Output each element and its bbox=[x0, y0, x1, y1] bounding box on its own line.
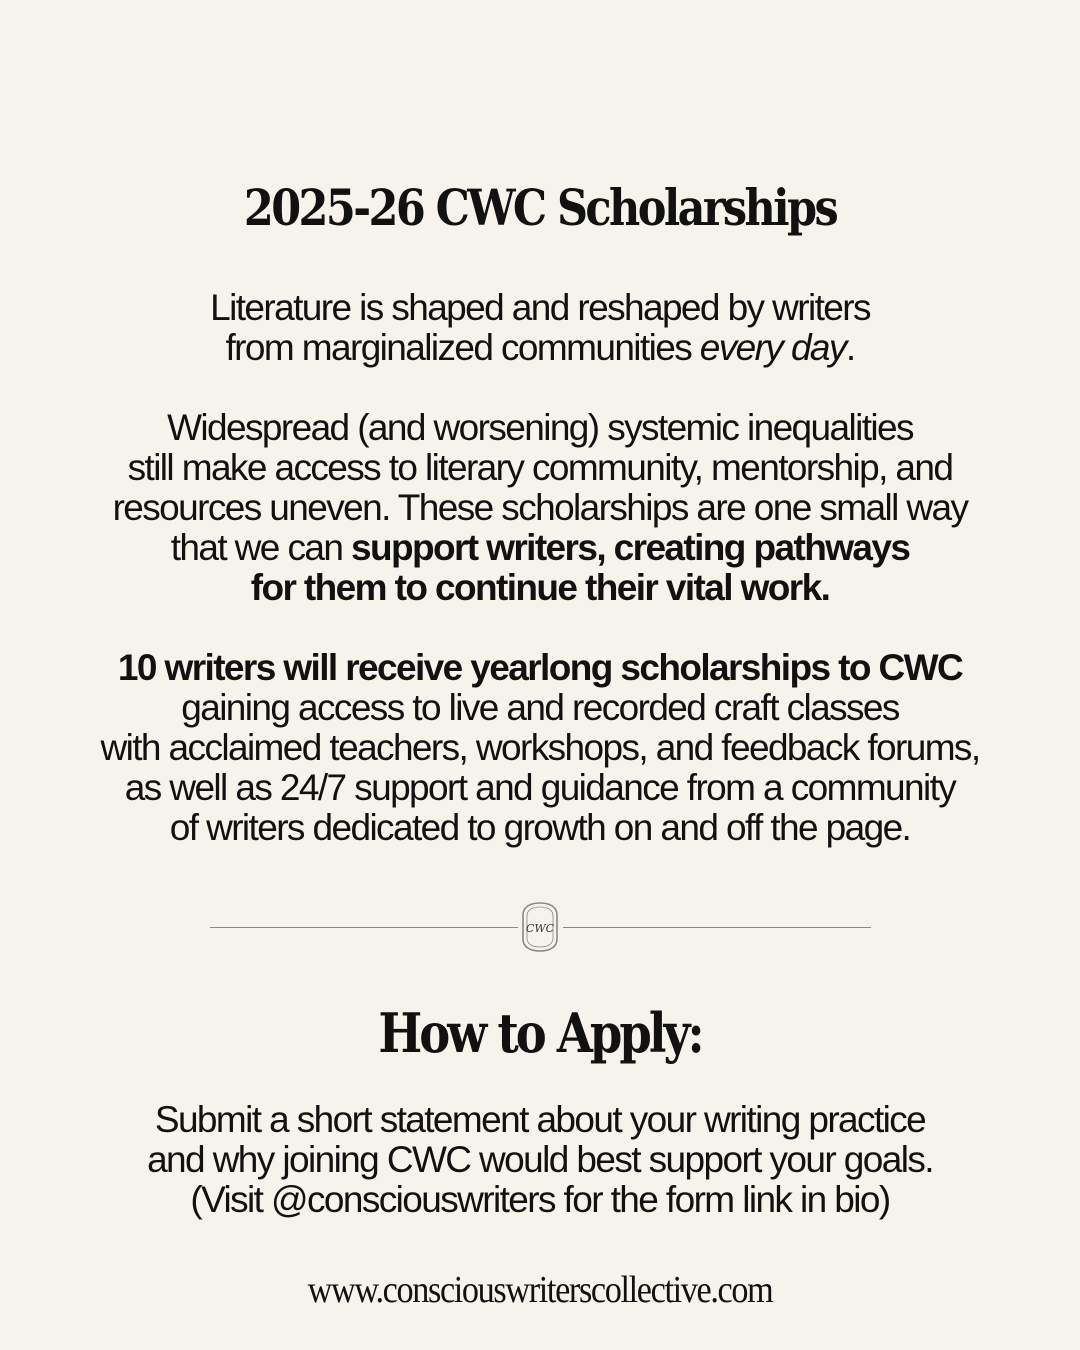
page-title: 2025-26 CWC Scholarships bbox=[243, 178, 837, 237]
apply-line-3: (Visit @consciouswriters for the form link in bio) bbox=[190, 1179, 890, 1220]
inequality-line-2: still make access to literary community, mentorship, and bbox=[127, 447, 953, 488]
apply-line-1: Submit a short statement about your writing practice bbox=[154, 1099, 926, 1140]
intro-emphasis: every day bbox=[699, 327, 846, 368]
inequality-line-3: resources uneven. These scholarships are one small way bbox=[112, 487, 968, 528]
inequality-line-4 bbox=[20, 528, 1060, 568]
inequality-emphasis-1: support writers, creating pathways bbox=[351, 527, 910, 568]
scholarship-line-3: with acclaimed teachers, workshops, and feedback forums, bbox=[100, 727, 980, 768]
scholarship-emphasis: 10 writers will receive yearlong scholarships to CWC bbox=[117, 647, 963, 688]
scholarship-line-5: of writers dedicated to growth on and off the page. bbox=[169, 807, 911, 848]
emblem-text: CWC bbox=[525, 922, 555, 935]
inequality-line-1: Widespread (and worsening) systemic inequalities bbox=[167, 407, 913, 448]
inequality-emphasis-2: for them to continue their vital work. bbox=[250, 567, 830, 608]
inequality-line-5 bbox=[20, 568, 1060, 608]
intro-line-2-end: . bbox=[845, 327, 855, 368]
divider-line-left bbox=[210, 927, 518, 928]
scholarship-line-2: gaining access to live and recorded craft classes bbox=[181, 687, 899, 728]
inequality-line-4-text: that we can bbox=[170, 527, 351, 568]
divider-line-right bbox=[563, 927, 871, 928]
apply-line-2: and why joining CWC would best support your goals. bbox=[147, 1139, 933, 1180]
scholarship-line-1 bbox=[20, 648, 1060, 688]
intro-paragraph bbox=[20, 288, 1060, 368]
scholarship-paragraph bbox=[20, 648, 1060, 848]
inequality-paragraph bbox=[20, 408, 1060, 608]
intro-line-1: Literature is shaped and reshaped by writers bbox=[210, 287, 870, 328]
website-url: www.consciouswriterscollective.com bbox=[307, 1269, 773, 1311]
intro-line-2 bbox=[20, 328, 1060, 368]
scholarship-line-4: as well as 24/7 support and guidance from a community bbox=[124, 767, 956, 808]
how-to-apply-heading: How to Apply: bbox=[378, 1001, 702, 1065]
apply-paragraph bbox=[20, 1100, 1060, 1220]
cwc-monogram-icon bbox=[519, 901, 561, 953]
intro-line-2-text: from marginalized communities bbox=[225, 327, 700, 368]
